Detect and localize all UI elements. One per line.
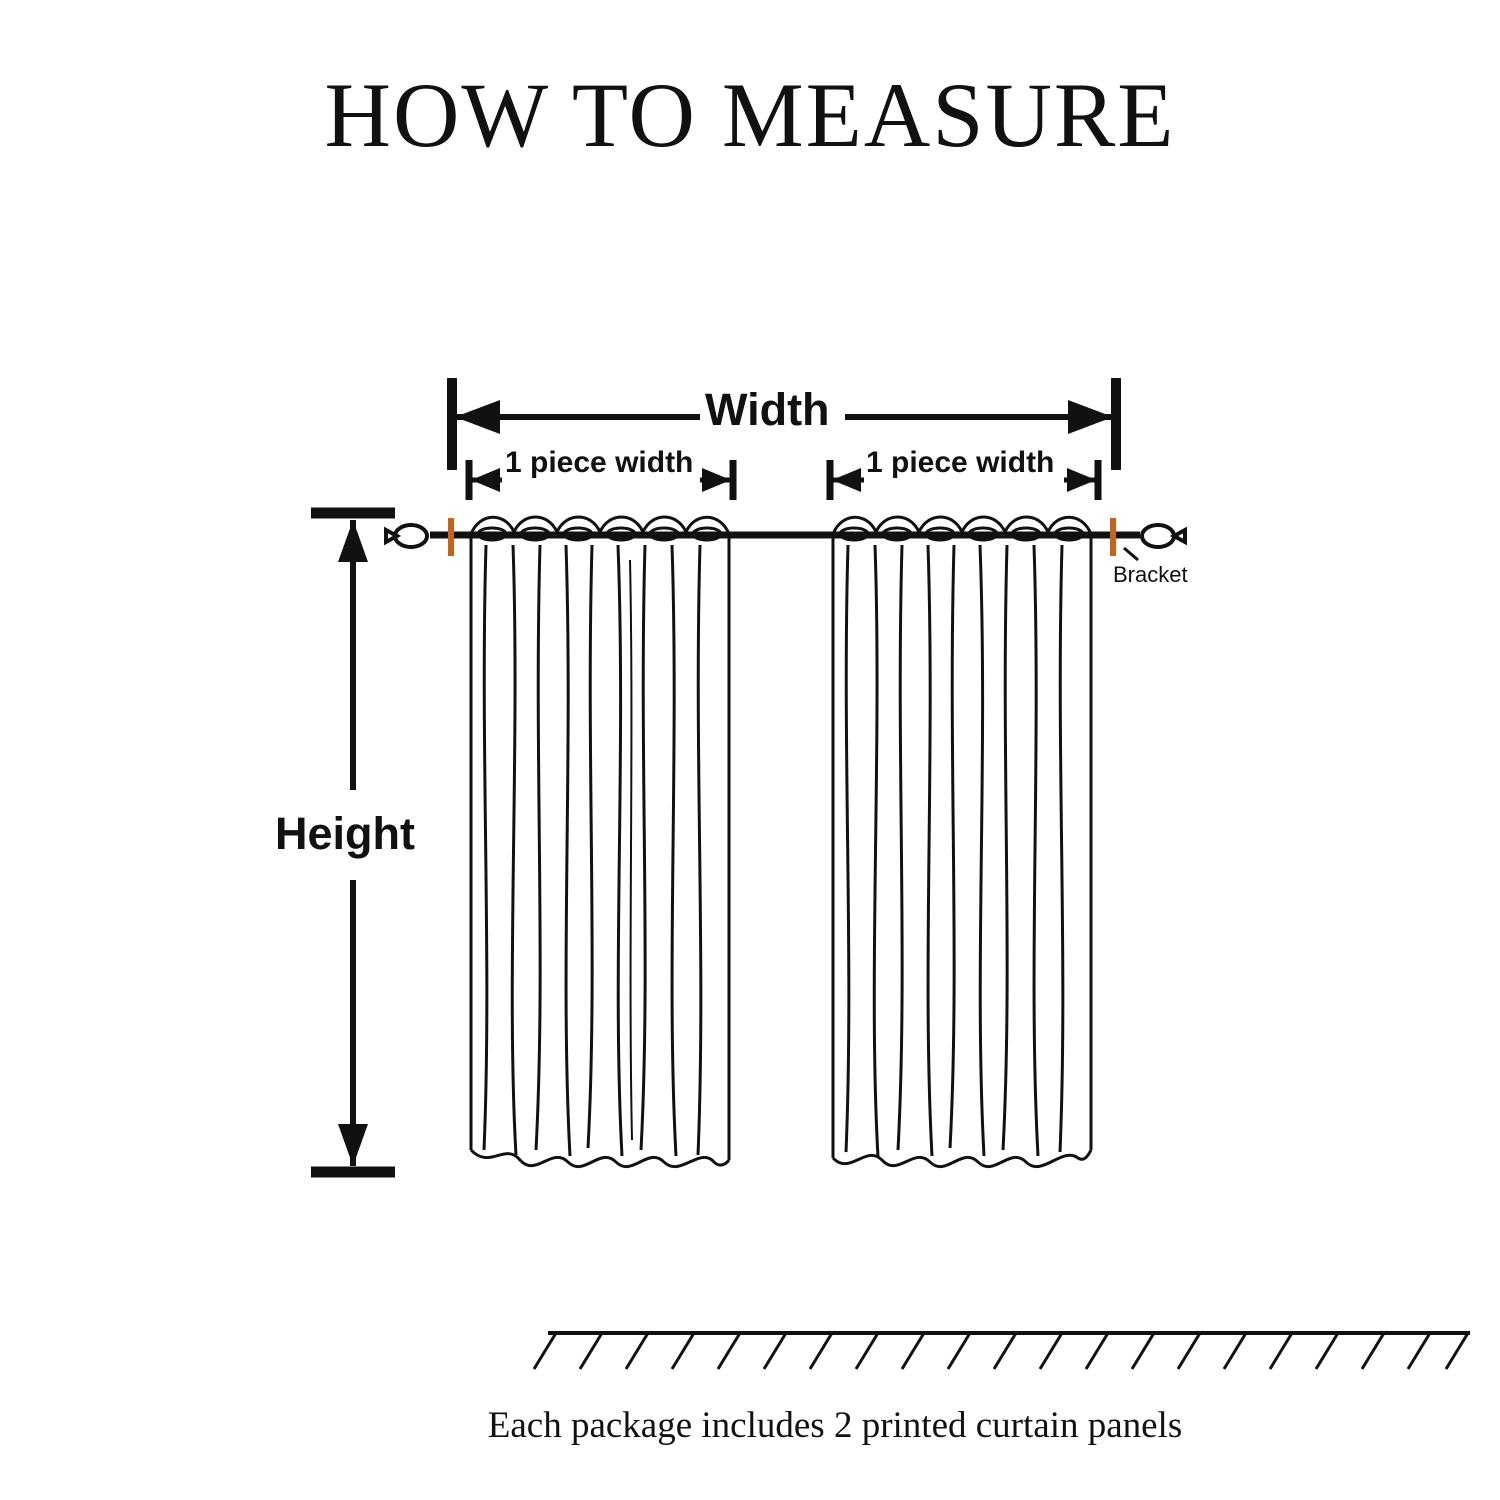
piece-width-left-label: 1 piece width [505, 446, 694, 479]
piece-width-right-label: 1 piece width [866, 446, 1055, 479]
curtain-panel-left [471, 517, 729, 1167]
page-title: HOW TO MEASURE [324, 64, 1176, 166]
curtain-panel-right [833, 517, 1091, 1167]
height-label: Height [275, 808, 415, 859]
floor-hatching [534, 1333, 1470, 1369]
package-note-text: Each package includes 2 printed curtain panels [487, 1405, 1183, 1446]
width-label: Width [705, 384, 830, 435]
bracket-label: Bracket [1113, 562, 1188, 587]
package-note [0, 1404, 1500, 1447]
